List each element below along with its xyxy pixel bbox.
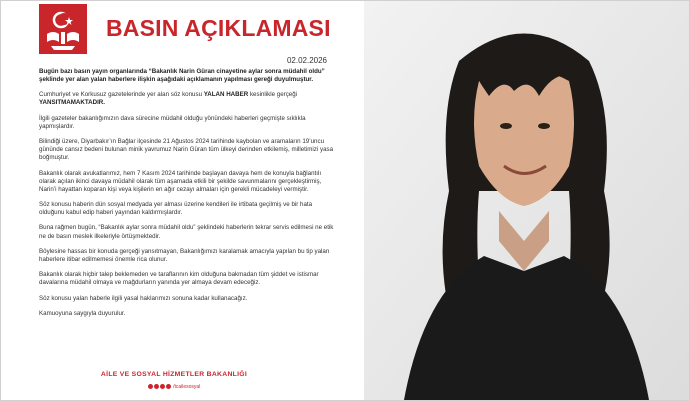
social-handle-row (39, 384, 309, 390)
document-title: BASIN AÇIKLAMASI (106, 15, 331, 41)
paragraph-1: Bugün bazı basın yayın organlarında “Bakanlık Narin Güran cinayetine aylar sonra müdahil oldu” şeklinde yer alan yalan haberlere ilişkin aşağıdaki açıklamanın yapılması gereği duyulmuştur. (39, 68, 325, 84)
paragraph-9: Bakanlık olarak hiçbir talep beklemeden ve taraflarının kim olduğuna bakmadan tüm şiddet ve istismar davalarına müdahil olmaya ve mağdurların yanında yer almaya devam edeceğiz. (39, 271, 319, 287)
document-date: 02.02.2026 (286, 56, 327, 65)
paragraph-4: Bilindiği üzere, Diyarbakır’ın Bağlar ilçesinde 21 Ağustos 2024 tarihinde kaybolan ve aramaların 19’uncu gününde cansız bedeni bulunan minik yavrumuz Narin Güran tüm ülkeyi derinden etkilemiş, milletimizi yasa boğmuştur. (39, 138, 334, 162)
social-icon (148, 384, 153, 389)
paragraph-6: Söz konusu haberin dün sosyal medyada yer alması üzerine kendileri ile irtibata geçilmiş ve bir hata olduğunu kabul edip haberi yayından kaldırmışlardır. (39, 201, 313, 217)
ministry-logo-icon (39, 4, 87, 54)
ministry-name: AİLE VE SOSYAL HİZMETLER BAKANLIĞI (100, 371, 248, 378)
paragraph-7: Buna rağmen bugün, “Bakanlık aylar sonra müdahil oldu” şeklindeki haberlerin tekrar servis edilmesi ne etik ne de basın meslek ilkeleriyle örtüşmektedir. (39, 224, 334, 240)
social-icon (166, 384, 171, 389)
social-handle: /tcailesosyal (173, 384, 201, 390)
social-icon (154, 384, 159, 389)
portrait-photo (364, 1, 689, 400)
image-divider (347, 1, 364, 400)
document-footer (39, 371, 309, 390)
paragraph-10: Söz konusu yalan haberle ilgili yasal haklarımızı sonuna kadar kullanacağız. (39, 294, 248, 302)
social-icon (160, 384, 165, 389)
press-release-document (1, 1, 347, 400)
paragraph-11: Kamuoyuna saygıyla duyurulur. (39, 309, 126, 317)
paragraph-5: Bakanlık olarak avukatlarımız, hem 7 Kasım 2024 tarihinde başlayan davaya hem de konuyla bağlantılı olarak açılan ikinci davaya müdahil olarak tüm aşamada etkili bir şekilde savunmalarını gerçekleştirmiş, Narin’i hayattan koparan kişi veya kişilerin en ağır cezayı almaları için gerekli mücadeleyi vermiştir. (39, 169, 322, 193)
paragraph-2: Cumhuriyet ve Korkusuz gazetelerinde yer alan söz konusu YALAN HABER kesinlikle gerçeği YANSITMAMAKTADIR. (39, 91, 298, 107)
paragraph-8: Böylesine hassas bir konuda gerçeği yansıtmayan, Bakanlığımızı karalamak amacıyla yapılan bu tip yalan haberlere itibar edilmemesi önemle rica olunur. (39, 247, 330, 263)
document-body (39, 68, 339, 325)
paragraph-3: İlgili gazeteler bakanlığımızın dava sürecine müdahil olduğu yönündeki haberleri geçmişte sıklıkla yapmışlardır. (39, 114, 306, 130)
